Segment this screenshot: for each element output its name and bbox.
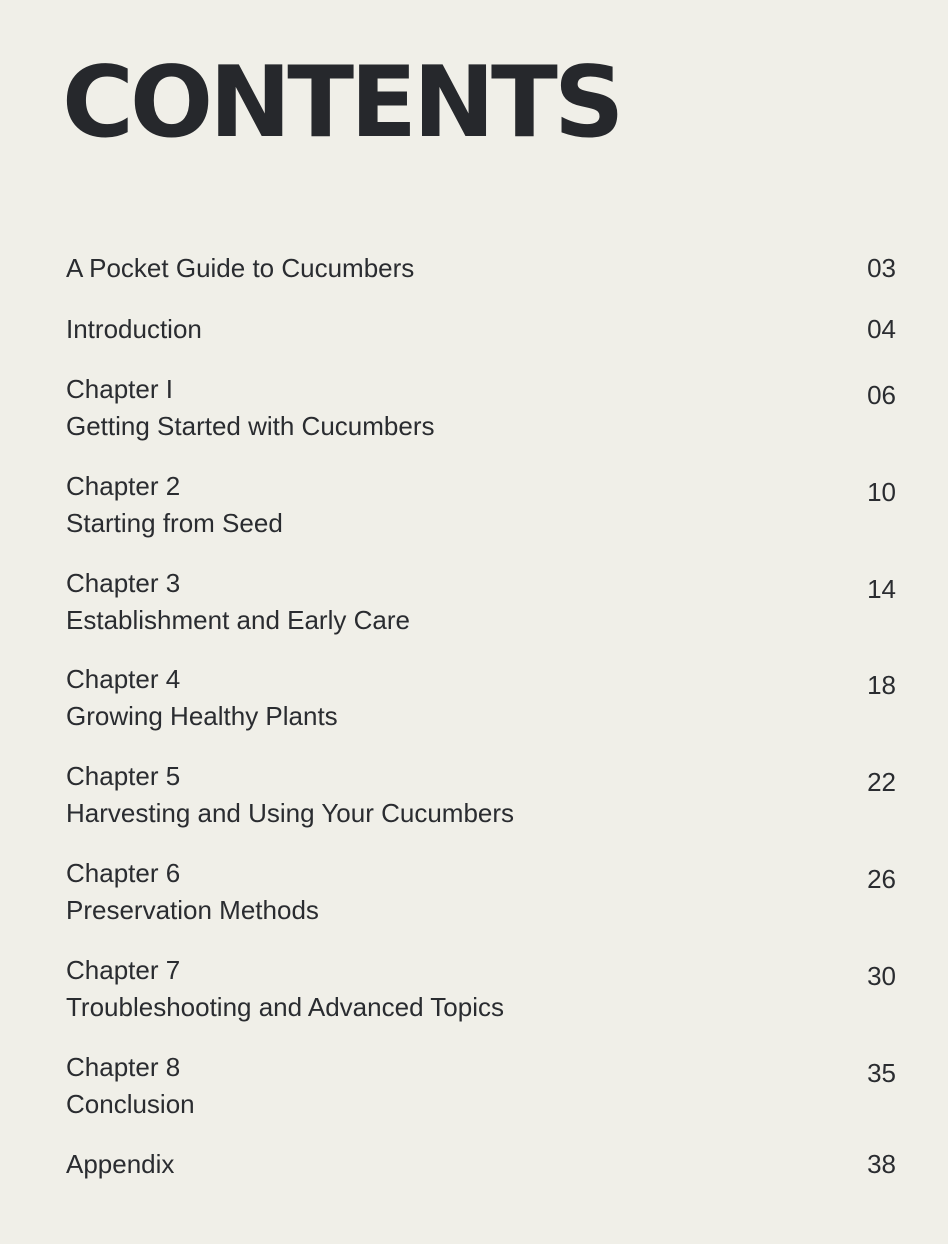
toc-entry-chapter-label: Chapter 6	[66, 858, 181, 888]
toc-entry-chapter-name: Preservation Methods	[66, 895, 319, 925]
toc-entry-chapter-name: Establishment and Early Care	[66, 605, 410, 635]
toc-entry-chapter-label: Chapter I	[66, 374, 173, 404]
toc-page-number: 04	[867, 314, 896, 344]
toc-entry-chapter-label: Chapter 3	[66, 568, 181, 598]
toc-entry-title	[66, 1049, 195, 1123]
toc-entry-title	[66, 371, 435, 445]
toc-entry-title	[66, 855, 319, 929]
toc-entry-title	[66, 468, 283, 542]
toc-entry-chapter-label: Chapter 2	[66, 471, 181, 501]
toc-entry-chapter-label: Chapter 8	[66, 1052, 181, 1082]
toc-page-number: 38	[867, 1149, 896, 1179]
toc-entry-chapter-name: Starting from Seed	[66, 508, 283, 538]
toc-entry-chapter-name: Troubleshooting and Advanced Topics	[66, 992, 504, 1022]
toc-entry-title	[66, 565, 410, 639]
toc-page-number: 35	[867, 1058, 896, 1088]
toc-entry-title	[66, 1146, 174, 1183]
toc-entry-chapter-label: Chapter 5	[66, 761, 181, 791]
toc-entry-line1: Appendix	[66, 1149, 175, 1179]
toc-page-number: 06	[867, 380, 896, 410]
toc-entry-chapter-label: Chapter 7	[66, 955, 181, 985]
page-title: CONTENTS	[62, 46, 621, 160]
toc-page-number: 03	[867, 253, 896, 283]
toc-page-number: 26	[867, 864, 896, 894]
toc-entry-title	[66, 758, 514, 832]
toc-entry-line1: Introduction	[66, 314, 202, 344]
toc-page-number: 30	[867, 961, 896, 991]
toc-entry-title	[66, 952, 504, 1026]
toc-page-number: 22	[867, 767, 896, 797]
toc-page-number: 18	[867, 670, 896, 700]
toc-entry-title	[66, 661, 338, 735]
toc-page-number: 10	[867, 477, 896, 507]
toc-entry-title	[66, 311, 202, 348]
toc-entry-chapter-name: Getting Started with Cucumbers	[66, 411, 435, 441]
toc-entry-chapter-name: Growing Healthy Plants	[66, 701, 338, 731]
toc-page-number: 14	[867, 574, 896, 604]
toc-entry-chapter-label: Chapter 4	[66, 664, 181, 694]
toc-entry-line1: A Pocket Guide to Cucumbers	[66, 253, 415, 283]
toc-entry-title	[66, 250, 414, 287]
toc-entry-chapter-name: Conclusion	[66, 1089, 195, 1119]
toc-entry-chapter-name: Harvesting and Using Your Cucumbers	[66, 798, 515, 828]
